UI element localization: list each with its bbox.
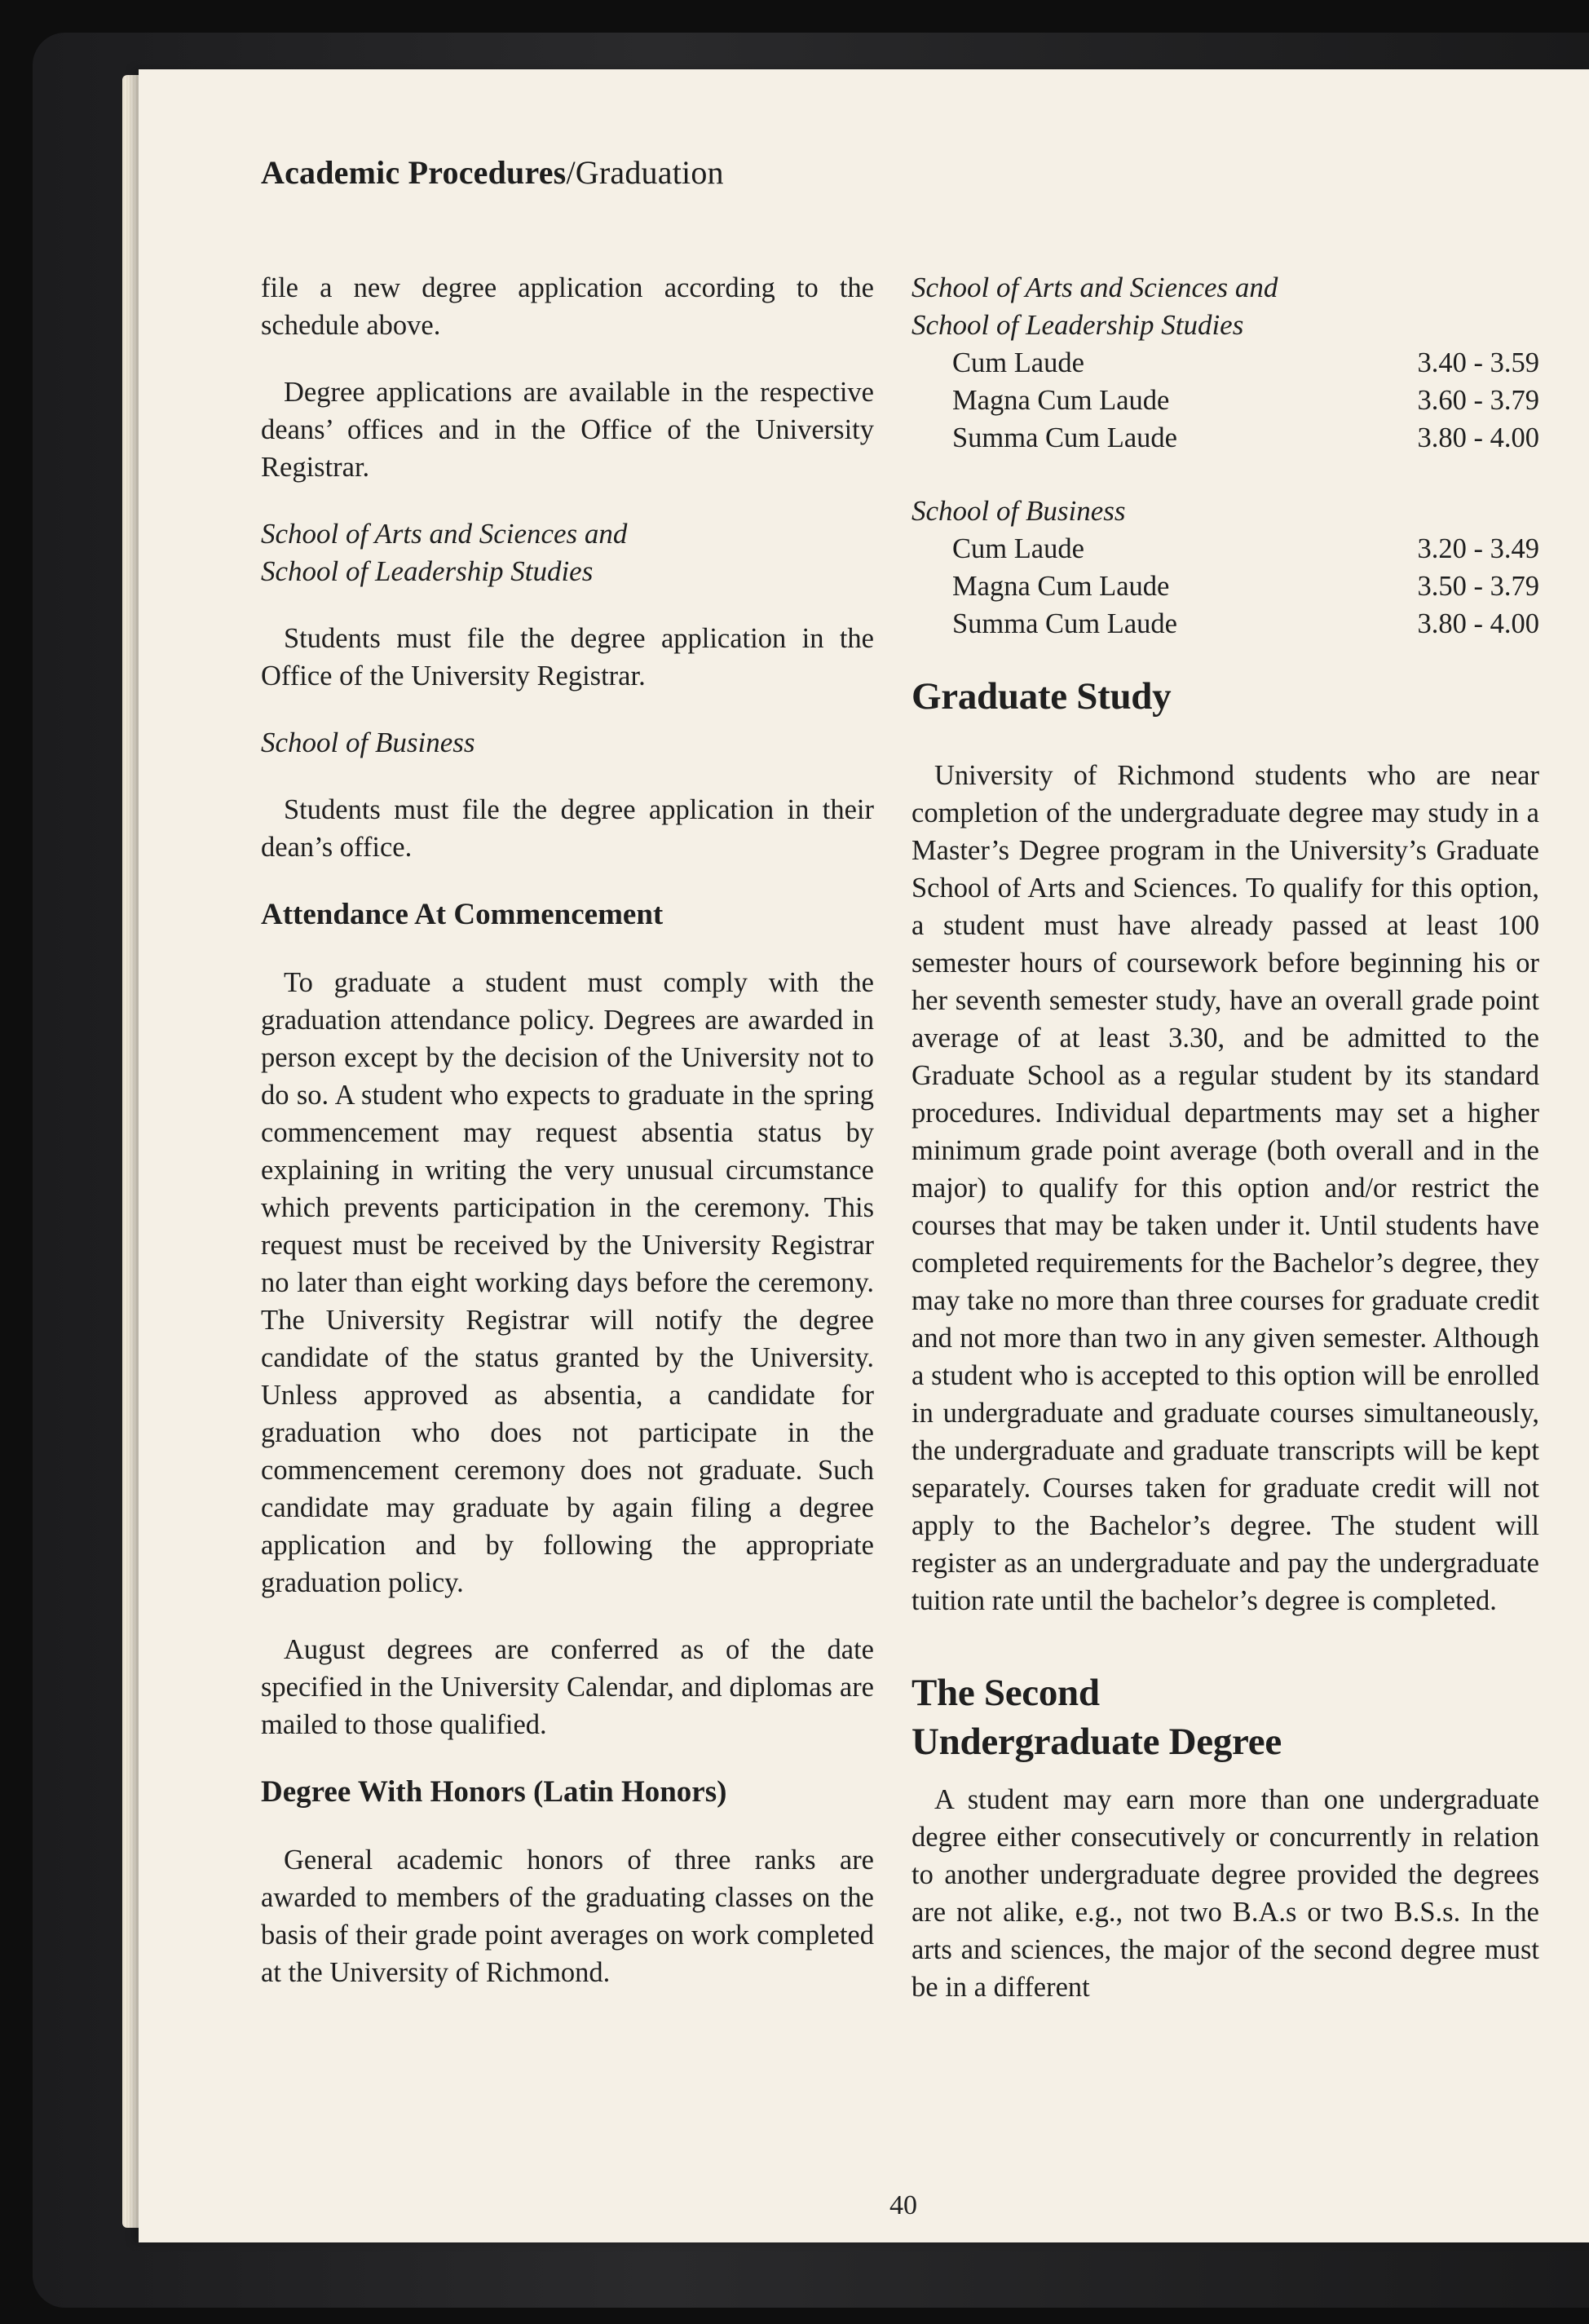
heading-second-degree-line2: Undergraduate Degree xyxy=(911,1721,1282,1763)
running-head-separator: / xyxy=(566,154,576,191)
paragraph-attendance-policy: To graduate a student must comply with the graduation attendance policy. Degrees are awarded in person except by the decision of the University not to do so. A student who expects to graduate in the spring commencement may request absentia status by explaining in writing the very unusual circumstance which prevents participation in the ceremony. This request must be received by the University Registrar no later than eight working days before the ceremony. The University Registrar will notify the degree candidate of the status granted by the University. Unless approved as absentia, a candidate for graduation who does not participate in the commencement ceremony does not graduate. Such candidate may graduate by again filing a degree application and by following the appropriate graduation policy. xyxy=(261,967,874,1598)
heading-graduate-study: Graduate Study xyxy=(911,675,1172,718)
running-head xyxy=(261,153,724,192)
honors-table-business xyxy=(911,530,1539,643)
page-number: 40 xyxy=(889,2190,917,2220)
honors-rank: Cum Laude xyxy=(952,347,1084,378)
honors-rank: Magna Cum Laude xyxy=(952,385,1170,416)
paragraph-business-dean: Students must file the degree application in their dean’s office. xyxy=(261,794,874,863)
running-head-topic: Graduation xyxy=(575,154,724,191)
table-row xyxy=(911,530,1539,568)
table-row xyxy=(911,568,1539,605)
heading-latin-honors: Degree With Honors (Latin Honors) xyxy=(261,1775,727,1809)
heading-arts-sciences-line2: School of Leadership Studies xyxy=(261,555,594,587)
left-column xyxy=(261,269,874,1991)
paragraph-second-degree: A student may earn more than one undergraduate degree either consecutively or concurrently in relation to another undergraduate degree provided the degrees are not alike, e.g., not two B.A.s or two B.S.s. In the arts and sciences, the major of the second degree must be in a different xyxy=(911,1784,1539,2003)
honors-rank: Magna Cum Laude xyxy=(952,571,1170,602)
honors-gpa-range: 3.20 - 3.49 xyxy=(1417,533,1539,564)
paragraph-arts-registrar: Students must file the degree application in the Office of the University Registrar. xyxy=(261,623,874,691)
honors-rank: Summa Cum Laude xyxy=(952,422,1177,453)
right-column xyxy=(911,269,1539,2006)
paragraph-file-new-application: file a new degree application according to the schedule above. xyxy=(261,272,874,341)
honors-gpa-range: 3.60 - 3.79 xyxy=(1417,385,1539,416)
honors-heading-arts-line2: School of Leadership Studies xyxy=(911,309,1244,341)
heading-second-degree-line1: The Second xyxy=(911,1672,1100,1714)
honors-heading-arts-line1: School of Arts and Sciences and xyxy=(911,272,1278,303)
honors-gpa-range: 3.80 - 4.00 xyxy=(1417,608,1539,639)
honors-rank: Summa Cum Laude xyxy=(952,608,1177,639)
honors-gpa-range: 3.50 - 3.79 xyxy=(1417,571,1539,602)
table-row xyxy=(911,419,1539,457)
honors-table-arts xyxy=(911,344,1539,457)
running-head-section: Academic Procedures xyxy=(261,154,567,191)
heading-arts-sciences-line1: School of Arts and Sciences and xyxy=(261,518,628,550)
paragraph-august-degrees: August degrees are conferred as of the date specified in the University Calendar, and diplomas are mailed to those qualified. xyxy=(261,1634,874,1740)
honors-gpa-range: 3.80 - 4.00 xyxy=(1417,422,1539,453)
honors-gpa-range: 3.40 - 3.59 xyxy=(1417,347,1539,378)
paragraph-graduate-study: University of Richmond students who are near completion of the undergraduate degree may study in a Master’s Degree program in the University’s Graduate School of Arts and Sciences. To qualify for this option, a student must have already passed at least 100 semester hours of coursework before beginning his or her seventh semester study, have an overall grade point average of at least 3.30, and be admitted to the Graduate School as a regular student by its standard procedures. Individual departments may set a higher minimum grade point average (both overall and in the major) to qualify for this option and/or restrict the courses that may be taken under it. Until students have completed requirements for the Bachelor’s degree, they may take no more than three courses for graduate credit and not more than two in any given semester. Although a student who is accepted to this option will be enrolled in undergraduate and graduate courses simultaneously, the undergraduate and graduate transcripts will be kept separately. Courses taken for graduate credit will not apply to the Bachelor’s degree. The student will register as an undergraduate and pay the undergraduate tuition rate until the bachelor’s degree is completed. xyxy=(911,760,1539,1616)
table-row xyxy=(911,382,1539,419)
honors-rank: Cum Laude xyxy=(952,533,1084,564)
table-row xyxy=(911,605,1539,643)
paragraph-academic-honors: General academic honors of three ranks are awarded to members of the graduating classes on the basis of their grade point averages on work completed at the University of Richmond. xyxy=(261,1845,874,1988)
table-row xyxy=(911,344,1539,382)
heading-attendance: Attendance At Commencement xyxy=(261,898,664,931)
honors-heading-business: School of Business xyxy=(911,495,1126,527)
paragraph-applications-available: Degree applications are available in the respective deans’ offices and in the Office of the University Registrar. xyxy=(261,377,874,483)
heading-business: School of Business xyxy=(261,727,475,758)
